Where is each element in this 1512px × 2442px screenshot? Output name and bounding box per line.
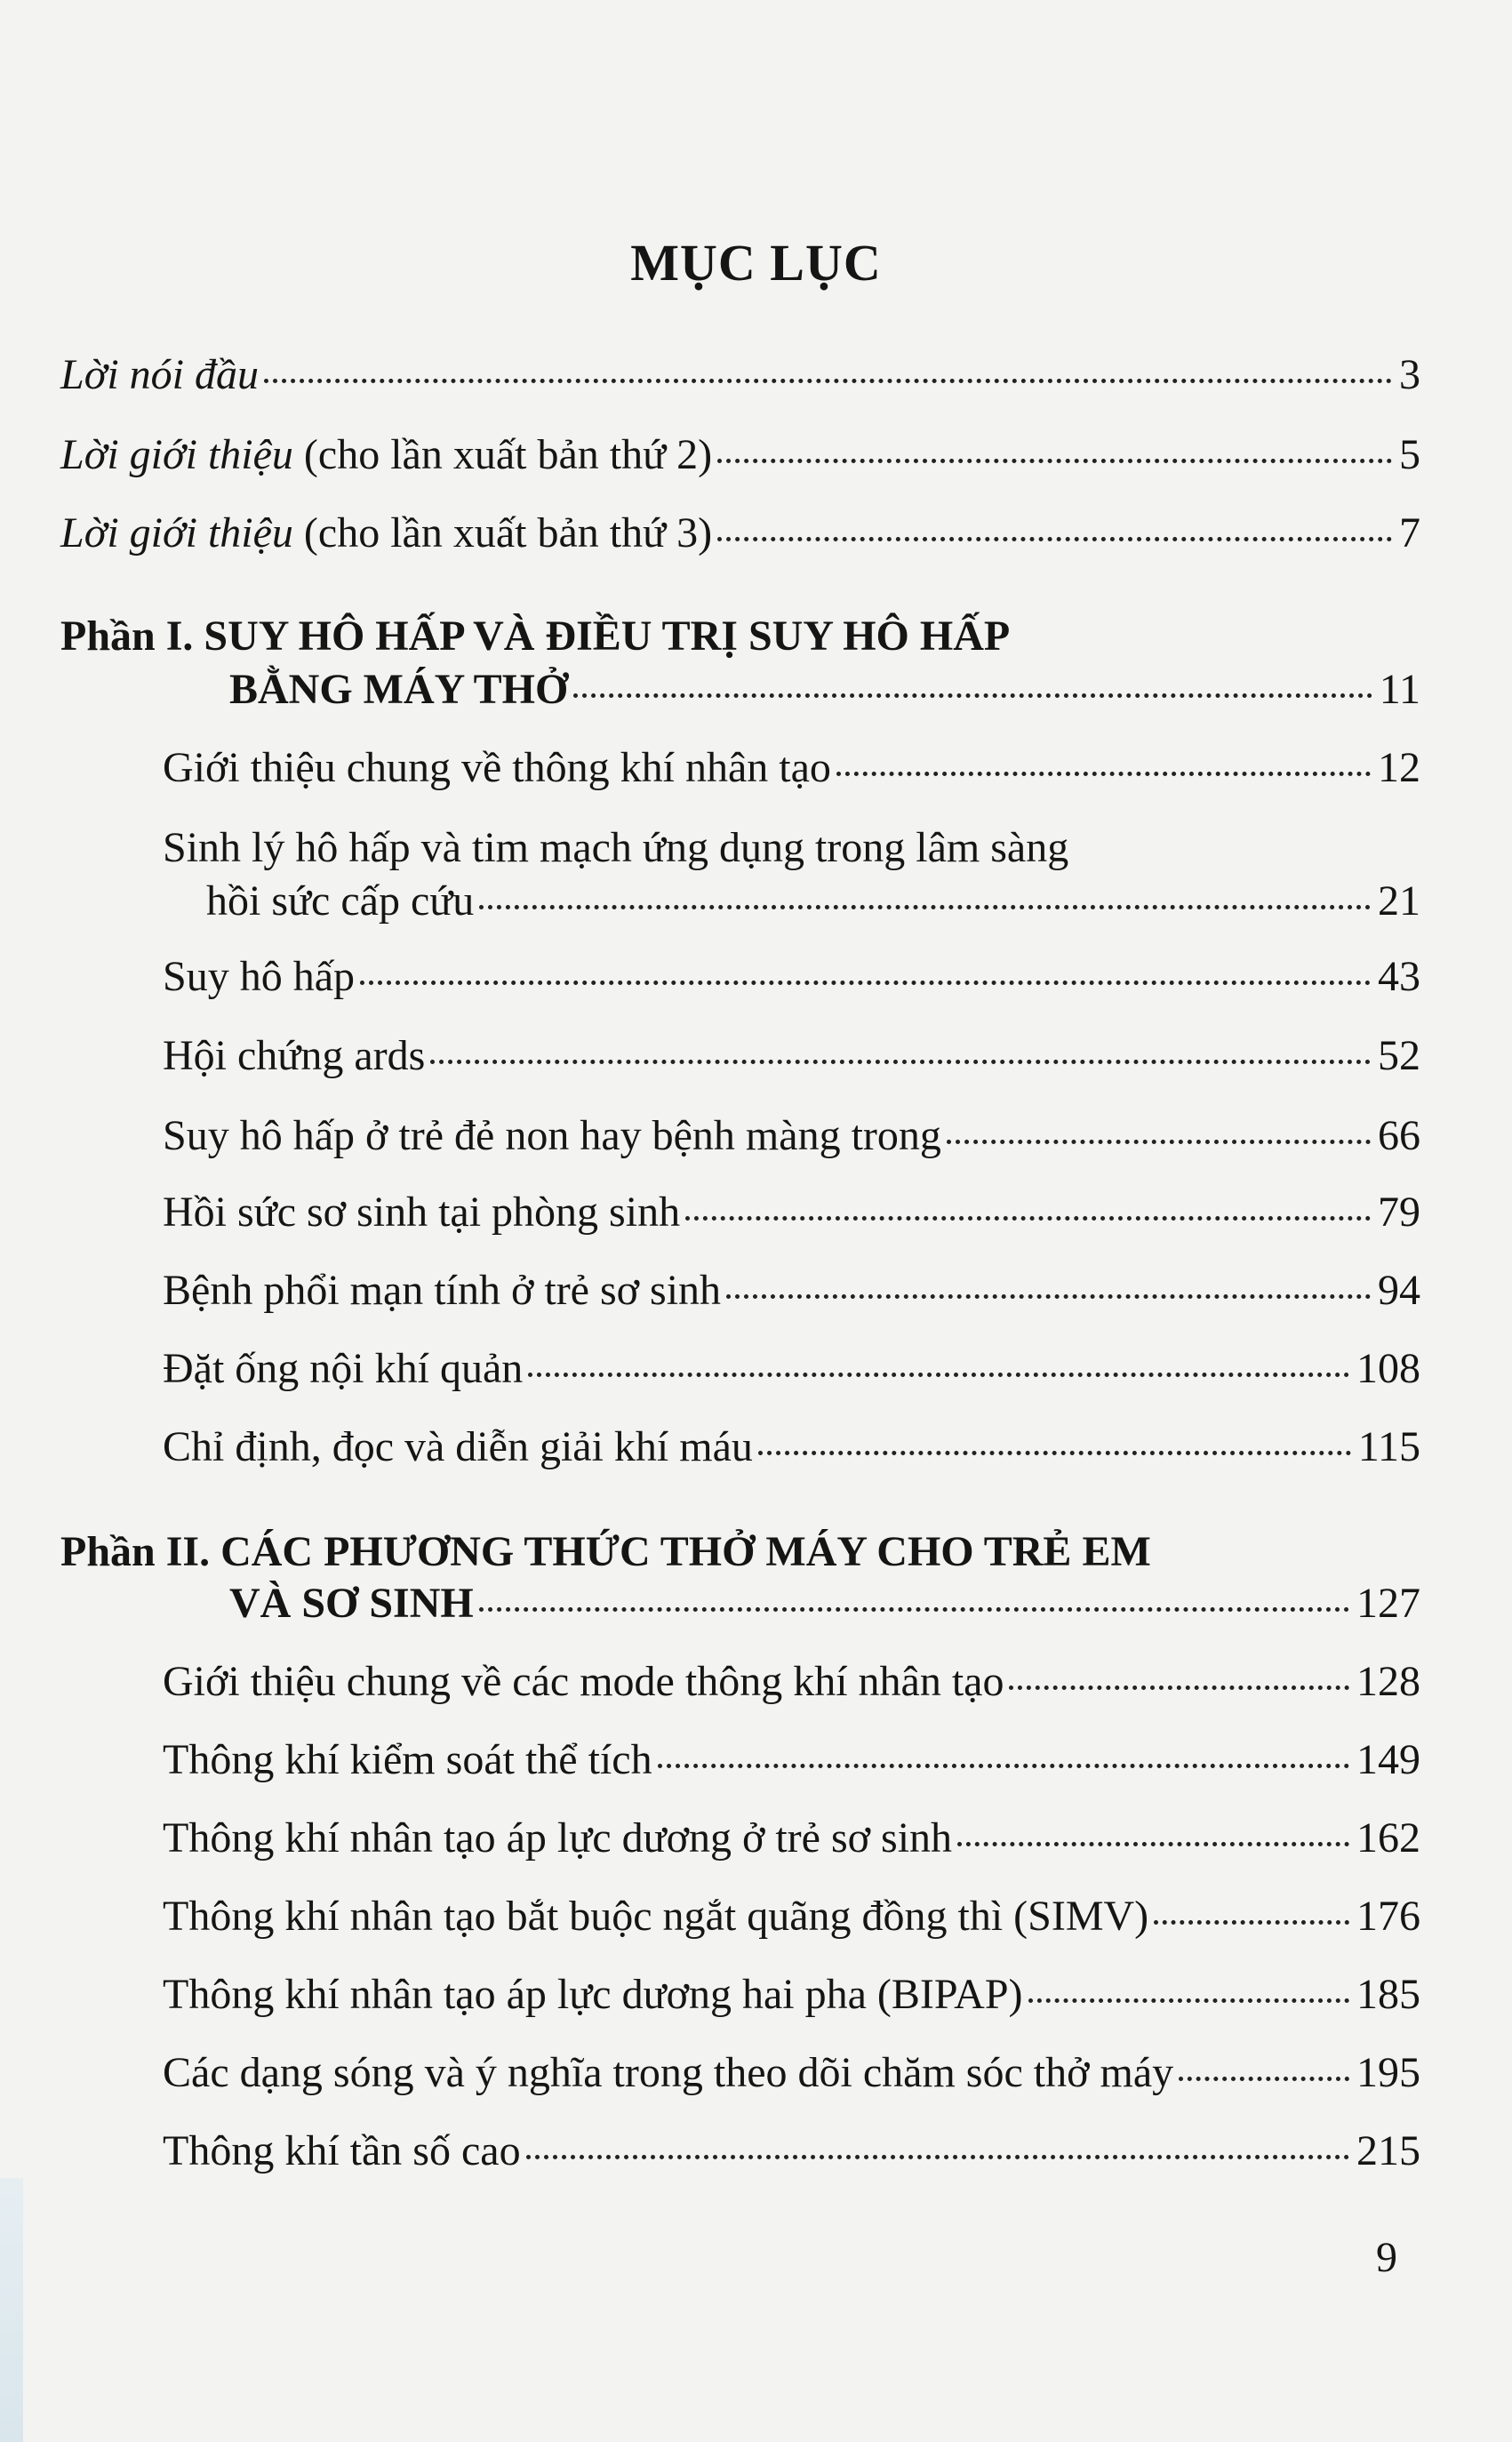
entry-page: 149 (1356, 1736, 1420, 1783)
dot-leader (726, 1294, 1371, 1299)
entry-page: 3 (1399, 351, 1420, 398)
dot-leader (957, 1842, 1349, 1846)
toc-entry-line1: Sinh lý hô hấp và tim mạch ứng dụng trong lâm sàng (163, 824, 1069, 871)
entry-page: 128 (1356, 1658, 1420, 1705)
toc-entry (163, 953, 1420, 1000)
entry-page: 66 (1378, 1112, 1420, 1159)
toc-entry (163, 1269, 1420, 1312)
entry-label: Thông khí nhân tạo áp lực dương ở trẻ sơ sinh (163, 1814, 953, 1862)
entry-label: Các dạng sóng và ý nghĩa trong theo dõi chăm sóc thở máy (163, 2049, 1174, 2096)
dot-leader (479, 1607, 1349, 1612)
entry-label: Suy hô hấp (163, 953, 355, 1000)
toc-entry-preface (60, 351, 1420, 398)
entry-page: 21 (1378, 877, 1420, 925)
part2-heading: Phần II. CÁC PHƯƠNG THỨC THỞ MÁY CHO TRẺ EM (60, 1528, 1151, 1575)
dot-leader (479, 905, 1371, 909)
entry-page: 12 (1378, 744, 1420, 791)
entry-page: 108 (1356, 1345, 1420, 1392)
toc-entry (163, 1112, 1420, 1159)
entry-label: Giới thiệu chung về các mode thông khí nhân tạo (163, 1658, 1004, 1705)
toc-entry (163, 1191, 1420, 1234)
toc-entry (163, 1895, 1420, 1938)
dot-leader (947, 1140, 1371, 1144)
toc-entry (206, 877, 1420, 925)
entry-label: Thông khí nhân tạo áp lực dương hai pha (BIPAP) (163, 1971, 1023, 2018)
dot-leader (685, 1216, 1371, 1221)
entry-page: 94 (1378, 1267, 1420, 1314)
toc-entry (163, 2049, 1420, 2096)
toc-entry (163, 744, 1420, 791)
entry-page: 162 (1356, 1814, 1420, 1862)
page-number: 9 (1376, 2234, 1397, 2281)
entry-page: 195 (1356, 2049, 1420, 2096)
entry-page: 127 (1356, 1580, 1420, 1627)
entry-label: Đặt ống nội khí quản (163, 1345, 524, 1392)
entry-page: 11 (1379, 666, 1420, 713)
dot-leader (1028, 1998, 1349, 2003)
part1-heading-cont (229, 666, 1420, 713)
toc-entry (163, 1423, 1420, 1470)
page-edge-shadow (0, 2178, 23, 2442)
entry-page: 52 (1378, 1032, 1420, 1079)
entry-page: 7 (1399, 509, 1420, 556)
dot-leader (528, 1373, 1349, 1377)
dot-leader (836, 772, 1371, 776)
toc-entry (163, 1736, 1420, 1783)
part1-heading: Phần I. SUY HÔ HẤP VÀ ĐIỀU TRỊ SUY HÔ HẤP (60, 613, 1011, 660)
entry-label: Chỉ định, đọc và diễn giải khí máu (163, 1423, 753, 1470)
dot-leader (526, 2155, 1349, 2159)
entry-label: Lời nói đầu (60, 351, 259, 398)
toc-entry (163, 1971, 1420, 2018)
toc-entry (163, 1658, 1420, 1705)
entry-label: Giới thiệu chung về thông khí nhân tạo (163, 744, 831, 791)
dot-leader (1154, 1920, 1349, 1925)
page-title: MỤC LỤC (630, 234, 882, 292)
toc-entry (163, 1345, 1420, 1392)
entry-label: hồi sức cấp cứu (206, 877, 475, 925)
dot-leader (573, 693, 1372, 698)
entry-page: 176 (1356, 1893, 1420, 1940)
entry-page: 215 (1356, 2127, 1420, 2174)
entry-label: BẰNG MÁY THỞ (229, 666, 569, 713)
entry-page: 79 (1378, 1189, 1420, 1236)
part2-heading-cont (229, 1582, 1420, 1625)
entry-label: VÀ SƠ SINH (229, 1580, 474, 1627)
entry-page: 5 (1399, 431, 1420, 478)
entry-label: Thông khí kiểm soát thể tích (163, 1736, 652, 1783)
entry-label: Bệnh phổi mạn tính ở trẻ sơ sinh (163, 1267, 722, 1314)
toc-entry (163, 2127, 1420, 2174)
dot-leader (758, 1451, 1351, 1455)
entry-label: Lời giới thiệu (cho lần xuất bản thứ 3) (60, 509, 713, 556)
entry-label: Lời giới thiệu (cho lần xuất bản thứ 2) (60, 431, 713, 478)
toc-entry (163, 1032, 1420, 1079)
dot-leader (264, 379, 1392, 383)
dot-leader (717, 537, 1392, 541)
dot-leader (658, 1764, 1349, 1768)
entry-page: 115 (1357, 1423, 1420, 1470)
dot-leader (430, 1060, 1371, 1064)
dot-leader (360, 981, 1371, 985)
entry-label: Thông khí tần số cao (163, 2127, 521, 2174)
toc-entry (163, 1814, 1420, 1862)
toc-entry-intro-2nd (60, 431, 1420, 478)
dot-leader (1009, 1685, 1349, 1690)
entry-label: Hội chứng ards (163, 1032, 426, 1079)
entry-label: Hồi sức sơ sinh tại phòng sinh (163, 1189, 681, 1236)
dot-leader (717, 459, 1392, 463)
dot-leader (1179, 2077, 1349, 2081)
entry-page: 185 (1356, 1971, 1420, 2018)
entry-label: Suy hô hấp ở trẻ đẻ non hay bệnh màng trong (163, 1112, 941, 1159)
toc-entry-intro-3rd (60, 509, 1420, 556)
entry-label: Thông khí nhân tạo bắt buộc ngắt quãng đồng thì (SIMV) (163, 1893, 1149, 1940)
entry-page: 43 (1378, 953, 1420, 1000)
